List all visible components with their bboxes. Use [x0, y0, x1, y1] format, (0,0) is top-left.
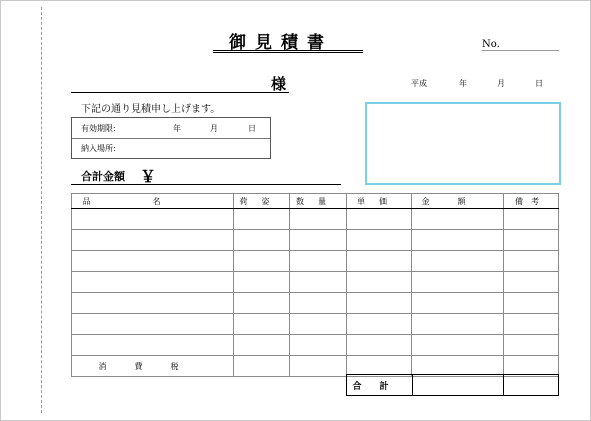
recipient-field[interactable] [71, 92, 289, 93]
col-item-name: 品名 [72, 194, 234, 209]
table-row[interactable] [72, 272, 559, 293]
date-month: 月 [497, 79, 505, 88]
table-row[interactable] [72, 230, 559, 251]
document-number-field[interactable] [482, 50, 559, 51]
date-era: 平成 [411, 79, 427, 88]
col-packing: 荷姿 [234, 194, 290, 209]
items-table [71, 193, 559, 377]
validity-label: 有効期限: [81, 124, 116, 133]
date-day: 日 [535, 79, 543, 88]
validity-day: 日 [248, 124, 256, 133]
perforation-line [41, 7, 42, 413]
document-title: 御見積書 [229, 33, 333, 53]
col-quantity: 数量 [290, 194, 347, 209]
validity-month: 月 [210, 124, 218, 133]
terms-box [71, 117, 271, 159]
title-underline [213, 52, 363, 53]
col-amount: 金額 [412, 194, 504, 209]
col-remarks: 備考 [504, 194, 559, 209]
validity-row[interactable] [72, 118, 270, 139]
total-amount-field[interactable] [71, 184, 341, 185]
sum-remarks-cell[interactable] [504, 375, 559, 396]
validity-year: 年 [173, 124, 181, 133]
total-amount-label: 合計金額 [81, 170, 125, 183]
delivery-row[interactable] [72, 138, 270, 158]
title-underline [213, 50, 363, 51]
stamp-box[interactable] [365, 102, 561, 185]
tax-label: 消費税 [72, 356, 234, 377]
delivery-label: 納入場所: [81, 144, 116, 153]
col-unit-price: 単価 [347, 194, 412, 209]
intro-text: 下記の通り見積申し上げます。 [81, 104, 221, 115]
recipient-suffix: 様 [271, 75, 287, 93]
sum-table [346, 374, 559, 396]
table-row[interactable] [72, 293, 559, 314]
table-row[interactable] [72, 314, 559, 335]
table-row[interactable] [72, 335, 559, 356]
table-row[interactable] [72, 209, 559, 230]
yen-symbol: ￥ [140, 167, 157, 186]
date-year: 年 [459, 79, 467, 88]
sum-label: 合計 [347, 375, 413, 396]
document-number-label: No. [482, 39, 500, 50]
table-row[interactable] [72, 251, 559, 272]
sum-row[interactable] [347, 375, 559, 396]
sum-amount-cell[interactable] [413, 375, 504, 396]
table-header [72, 194, 559, 209]
